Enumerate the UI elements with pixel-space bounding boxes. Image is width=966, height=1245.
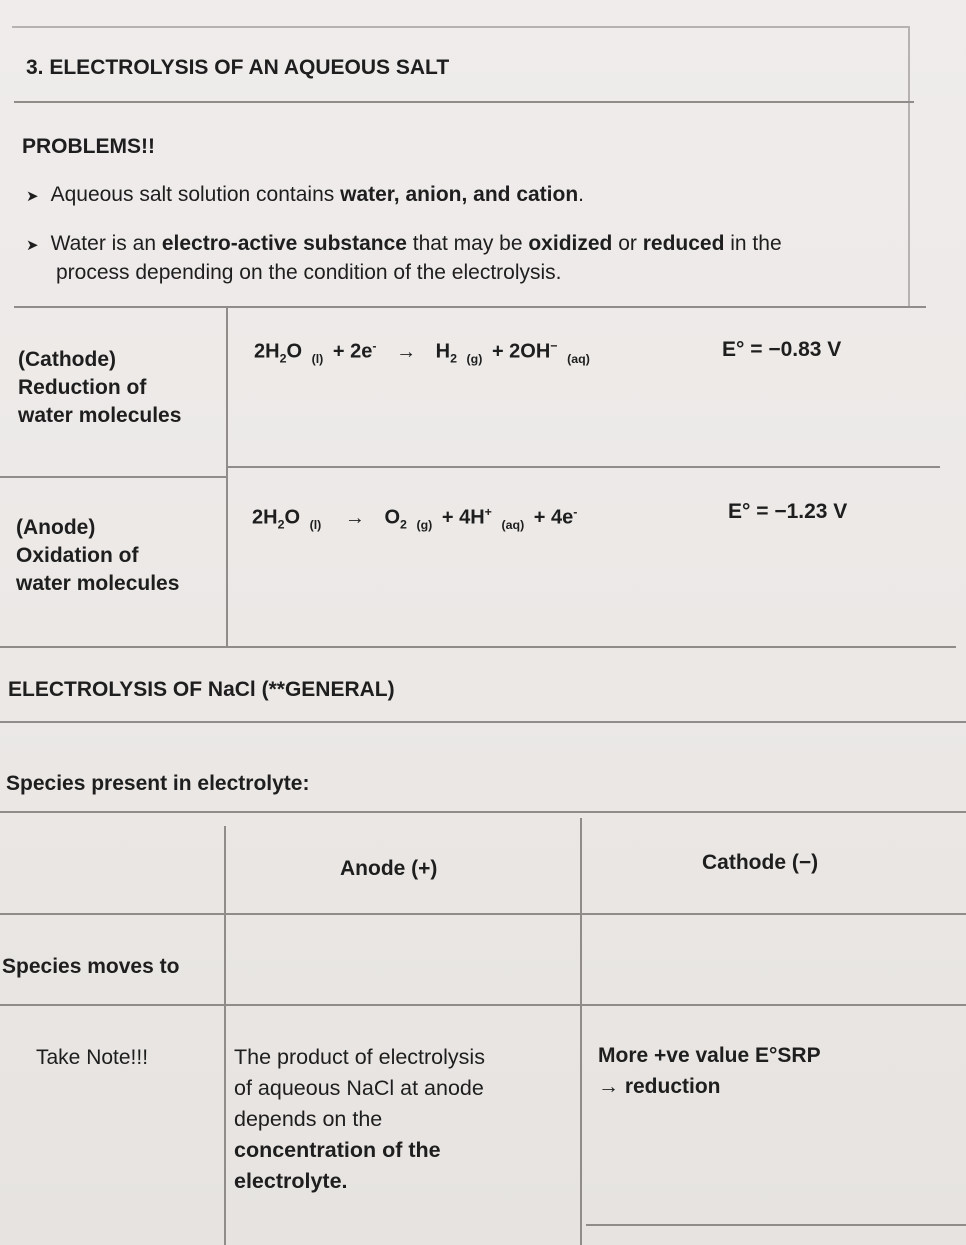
anode-note: The product of electrolysis of aqueous NaCl at anode depends on the concentration of the electrolyte. [234,1045,485,1193]
anode-label: (Anode) Oxidation of water molecules [16,516,180,595]
divider [224,826,226,1245]
divider [0,721,966,723]
divider [908,26,910,306]
nacl-heading: ELECTROLYSIS OF NaCl (**GENERAL) [8,678,395,701]
bullet-arrow-icon: ➤ [26,188,39,205]
bullet-arrow-icon: ➤ [26,237,39,254]
row-label-species-moves: Species moves to [2,955,180,978]
table-header-cathode: Cathode (−) [702,851,819,874]
cathode-label: (Cathode) Reduction of water molecules [18,348,182,427]
cathode-note: More +ve value E°SRP → reduction [598,1044,821,1098]
divider [226,466,940,468]
divider [0,913,966,915]
divider [12,26,908,28]
bullet-item: ➤ Aqueous salt solution contains water, anion, and cation. [26,183,584,206]
divider [580,818,582,1245]
bullet-continuation: process depending on the condition of the electrolysis. [56,261,562,284]
divider [0,646,956,648]
cathode-potential: E° = −0.83 V [722,338,842,361]
bullet-item: ➤ Water is an electro-active substance that may be oxidized or reduced in the [26,232,782,255]
row-label-take-note: Take Note!!! [36,1046,149,1069]
divider [14,306,926,308]
anode-equation: $2H_2O$ $_{(l)} \to O_2$ $_{(g)}$ + 4H+ $_{(aq)}$ + 4e- [252,505,578,532]
divider [0,1004,966,1006]
divider [0,476,226,478]
problems-heading: PROBLEMS!! [22,135,155,158]
reaction-arrow-icon: → [344,506,365,529]
divider [226,306,228,646]
divider [14,101,914,103]
table-header-anode: Anode (+) [340,857,438,880]
cathode-equation: $2H_2O$ $_{(l)} + 2e^- \to H_2$ $_{(g)}$ + 2OH− $_{(aq)}$ [254,339,590,366]
reaction-arrow-icon: → [396,340,417,363]
page-title: 3. ELECTROLYSIS OF AN AQUEOUS SALT [26,56,450,79]
divider [0,811,966,813]
species-present-label: Species present in electrolyte: [6,772,310,795]
anode-potential: E° = −1.23 V [728,500,848,523]
divider [586,1224,966,1226]
